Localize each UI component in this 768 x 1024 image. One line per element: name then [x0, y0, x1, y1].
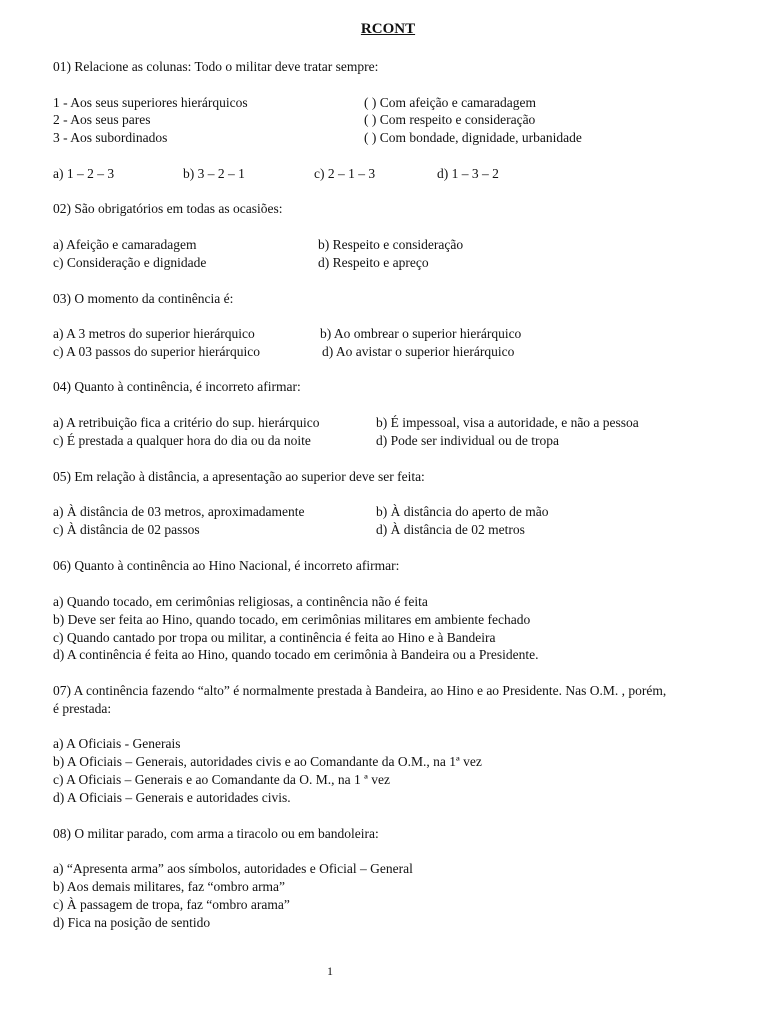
q08-option-c: c) À passagem de tropa, faz “ombro arama” [53, 897, 290, 912]
q05-option-a: a) À distância de 03 metros, aproximadamente [53, 504, 305, 519]
q04-option-b: b) É impessoal, visa a autoridade, e não a pessoa [376, 415, 639, 430]
q07-option-c: c) A Oficiais – Generais e ao Comandante da O. M., na 1 ª vez [53, 772, 390, 787]
page-number: 1 [327, 964, 333, 978]
q08-option-a: a) “Apresenta arma” aos símbolos, autoridades e Oficial – General [53, 861, 413, 876]
q02-option-a: a) Afeição e camaradagem [53, 237, 197, 252]
q04-option-c: c) É prestada a qualquer hora do dia ou da noite [53, 433, 311, 448]
q05-option-c: c) À distância de 02 passos [53, 522, 200, 537]
question-08: 08) O militar parado, com arma a tiracolo ou em bandoleira: [53, 826, 379, 841]
q01-option-a: a) 1 – 2 – 3 [53, 166, 115, 181]
question-07-line-1: 07) A continência fazendo “alto” é normalmente prestada à Bandeira, ao Hino e ao Presidente. Nas O.M. , porém, [53, 683, 667, 698]
q02-option-c: c) Consideração e dignidade [53, 255, 207, 270]
q01-option-d: d) 1 – 3 – 2 [437, 166, 499, 181]
q01-right-3: ( ) Com bondade, dignidade, urbanidade [364, 130, 582, 145]
q05-option-b: b) À distância do aperto de mão [376, 504, 549, 519]
q08-option-b: b) Aos demais militares, faz “ombro arma” [53, 879, 286, 894]
q01-left-1: 1 - Aos seus superiores hierárquicos [53, 95, 248, 110]
q02-option-b: b) Respeito e consideração [318, 237, 464, 252]
q03-option-b: b) Ao ombrear o superior hierárquico [320, 326, 522, 341]
q02-option-d: d) Respeito e apreço [318, 255, 429, 270]
q01-option-b: b) 3 – 2 – 1 [183, 166, 245, 181]
q06-option-a: a) Quando tocado, em cerimônias religiosas, a continência não é feita [53, 594, 428, 609]
q08-option-d: d) Fica na posição de sentido [53, 915, 211, 930]
q03-option-d: d) Ao avistar o superior hierárquico [322, 344, 515, 359]
question-06: 06) Quanto à continência ao Hino Nacional, é incorreto afirmar: [53, 558, 400, 573]
q06-option-b: b) Deve ser feita ao Hino, quando tocado, em cerimônias militares em ambiente fechado [53, 612, 531, 627]
q06-option-c: c) Quando cantado por tropa ou militar, a continência é feita ao Hino e à Bandeira [53, 630, 496, 645]
q07-option-b: b) A Oficiais – Generais, autoridades civis e ao Comandante da O.M., na 1ª vez [53, 754, 482, 769]
q01-left-3: 3 - Aos subordinados [53, 130, 168, 145]
question-04: 04) Quanto à continência, é incorreto afirmar: [53, 379, 301, 394]
q06-option-d: d) A continência é feita ao Hino, quando tocado em cerimônia à Bandeira ou a Presidente. [53, 647, 539, 662]
q04-option-a: a) A retribuição fica a critério do sup. hierárquico [53, 415, 320, 430]
q07-option-a: a) A Oficiais - Generais [53, 736, 181, 751]
q04-option-d: d) Pode ser individual ou de tropa [376, 433, 559, 448]
q05-option-d: d) À distância de 02 metros [376, 522, 525, 537]
q01-option-c: c) 2 – 1 – 3 [314, 166, 376, 181]
q01-right-2: ( ) Com respeito e consideração [364, 112, 536, 127]
question-05: 05) Em relação à distância, a apresentação ao superior deve ser feita: [53, 469, 425, 484]
q01-right-1: ( ) Com afeição e camaradagem [364, 95, 537, 110]
question-03: 03) O momento da continência é: [53, 291, 234, 306]
q07-option-d: d) A Oficiais – Generais e autoridades civis. [53, 790, 291, 805]
question-07-line-2: é prestada: [53, 701, 112, 716]
question-01: 01) Relacione as colunas: Todo o militar deve tratar sempre: [53, 59, 379, 74]
q03-option-c: c) A 03 passos do superior hierárquico [53, 344, 260, 359]
q01-left-2: 2 - Aos seus pares [53, 112, 151, 127]
question-02: 02) São obrigatórios em todas as ocasiões: [53, 201, 283, 216]
q03-option-a: a) A 3 metros do superior hierárquico [53, 326, 255, 341]
page-title: RCONT [360, 21, 416, 37]
